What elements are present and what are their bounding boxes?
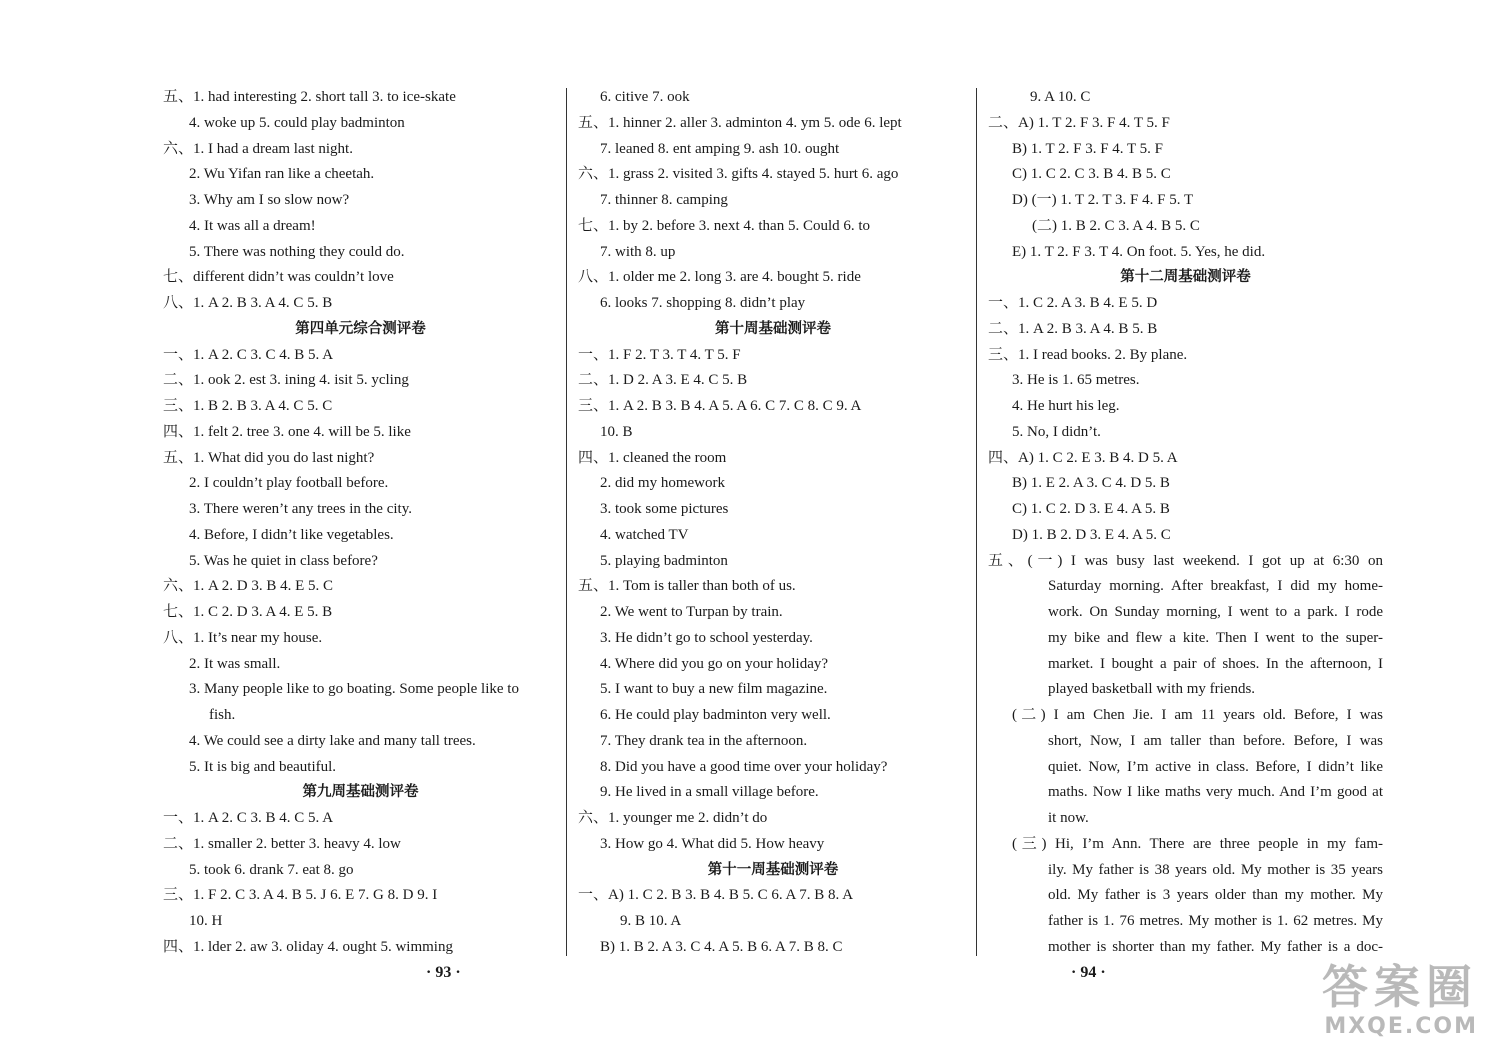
answer-line: 4. Where did you go on your holiday?	[600, 655, 829, 672]
answer-line: father is 1. 76 metres. My mother is 1. 62 metres. My	[1048, 913, 1383, 929]
column-divider	[976, 88, 977, 956]
answer-line: 二、1. smaller 2. better 3. heavy 4. low	[163, 835, 401, 852]
answer-line: (三) Hi, I’m Ann. There are three people in my fam-	[1012, 835, 1383, 852]
answer-line: 5. I want to buy a new film magazine.	[600, 681, 828, 698]
answer-line: 八、1. It’s near my house.	[163, 629, 323, 646]
answer-line: 4. Before, I didn’t like vegetables.	[189, 526, 394, 543]
section-heading: 第十一周基础测评卷	[707, 861, 839, 878]
answer-line: 五、1. hinner 2. aller 3. adminton 4. ym 5. ode 6. lept	[578, 114, 902, 131]
answer-line: short, Now, I am taller than before. Before, I was	[1048, 732, 1383, 749]
answer-line: 四、A) 1. C 2. E 3. B 4. D 5. A	[988, 449, 1178, 466]
answer-line: ily. My father is 38 years old. My mother is 35 years	[1048, 861, 1383, 878]
answer-line: 三、1. F 2. C 3. A 4. B 5. J 6. E 7. G 8. D 9. I	[163, 887, 438, 904]
answer-line: 二、1. D 2. A 3. E 4. C 5. B	[578, 372, 748, 389]
answer-line: quiet. Now, I’m active in class. Before, I didn’t like	[1048, 758, 1383, 775]
answer-line: 一、1. C 2. A 3. B 4. E 5. D	[988, 295, 1158, 311]
answer-line: 七、1. by 2. before 3. next 4. than 5. Could 6. to	[578, 217, 871, 234]
answer-line: 9. A 10. C	[1030, 89, 1091, 105]
answer-line: mother is shorter than my father. My father is a doc-	[1048, 938, 1383, 955]
answer-line: 4. watched TV	[600, 526, 689, 543]
answer-line: 四、1. cleaned the room	[578, 449, 727, 466]
answer-line: 四、1. lder 2. aw 3. oliday 4. ought 5. wimming	[163, 938, 453, 955]
answer-line: 5. It is big and beautiful.	[189, 758, 337, 775]
answer-line: 6. citive 7. ook	[600, 89, 690, 105]
answer-line: C) 1. C 2. D 3. E 4. A 5. B	[1012, 501, 1170, 517]
watermark-url: MXQE.COM	[1324, 1014, 1478, 1039]
answer-line: 七、1. C 2. D 3. A 4. E 5. B	[163, 604, 333, 620]
answer-line: 2. Wu Yifan ran like a cheetah.	[189, 166, 375, 183]
answer-line: 10. H	[189, 913, 223, 929]
answer-line: 3. Many people like to go boating. Some people like to	[189, 681, 519, 698]
answer-line: (二) I am Chen Jie. I am 11 years old. Before, I was	[1012, 707, 1383, 723]
page-number-left: · 93 ·	[426, 964, 461, 981]
answer-line: E) 1. T 2. F 3. T 4. On foot. 5. Yes, he did.	[1012, 243, 1266, 260]
answer-line: (二) 1. B 2. C 3. A 4. B 5. C	[1032, 217, 1200, 234]
answer-line: 3. He is 1. 65 metres.	[1012, 372, 1140, 389]
answer-line: 六、1. A 2. D 3. B 4. E 5. C	[163, 578, 334, 595]
answer-line: 7. with 8. up	[600, 243, 676, 260]
answer-line: 8. Did you have a good time over your holiday?	[600, 758, 888, 775]
section-heading: 第九周基础测评卷	[302, 784, 419, 801]
answer-line: 六、1. grass 2. visited 3. gifts 4. stayed 5. hurt 6. ago	[578, 166, 899, 183]
answer-line: 5. playing badminton	[600, 552, 728, 569]
answer-column-middle	[578, 85, 968, 961]
answer-line: played basketball with my friends.	[1048, 681, 1256, 698]
answer-line: 三、1. A 2. B 3. B 4. A 5. A 6. C 7. C 8. C 9. A	[578, 398, 862, 414]
answer-line: 5. Was he quiet in class before?	[189, 552, 378, 569]
answer-line: 5. No, I didn’t.	[1012, 423, 1101, 440]
section-heading: 第十二周基础测评卷	[1120, 269, 1251, 286]
answer-line: 2. did my homework	[600, 475, 725, 492]
answer-line: market. I bought a pair of shoes. In the afternoon, I	[1048, 655, 1383, 672]
watermark-title: 答案圈	[1322, 960, 1478, 1014]
answer-line: 二、1. ook 2. est 3. ining 4. isit 5. ycling	[163, 372, 409, 389]
answer-line: 6. looks 7. shopping 8. didn’t play	[600, 295, 806, 311]
answer-line: 一、1. F 2. T 3. T 4. T 5. F	[578, 346, 741, 363]
answer-line: 一、1. A 2. C 3. B 4. C 5. A	[163, 810, 334, 826]
answer-line: 3. How go 4. What did 5. How heavy	[600, 835, 825, 852]
answer-line: 五、1. had interesting 2. short tall 3. to ice-skate	[163, 89, 456, 105]
answer-line: my bike and flew a kite. Then I went to the super-	[1048, 629, 1383, 646]
answer-line: 3. He didn’t go to school yesterday.	[600, 629, 813, 646]
answer-line: 2. It was small.	[189, 655, 281, 672]
answer-line: 6. He could play badminton very well.	[600, 707, 831, 723]
answer-line: C) 1. C 2. C 3. B 4. B 5. C	[1012, 166, 1171, 183]
answer-line: 3. Why am I so slow now?	[189, 192, 350, 208]
answer-line: 7. leaned 8. ent amping 9. ash 10. ought	[600, 140, 840, 157]
answer-line: 2. I couldn’t play football before.	[189, 475, 389, 492]
answer-line: B) 1. B 2. A 3. C 4. A 5. B 6. A 7. B 8. C	[600, 938, 843, 955]
answer-line: 3. took some pictures	[600, 501, 729, 517]
answer-line: it now.	[1048, 810, 1089, 826]
section-heading: 第十周基础测评卷	[715, 320, 831, 337]
answer-line: old. My father is 3 years older than my mother. My	[1048, 887, 1383, 904]
answer-line: 二、A) 1. T 2. F 3. F 4. T 5. F	[988, 114, 1170, 131]
answer-line: 5. took 6. drank 7. eat 8. go	[189, 861, 354, 878]
answer-line: 七、different didn’t was couldn’t love	[163, 269, 394, 286]
answer-line: Saturday morning. After breakfast, I did my home-	[1048, 578, 1383, 595]
answer-line: 六、1. younger me 2. didn’t do	[578, 810, 768, 826]
answer-line: 五、(一) I was busy last weekend. I got up at 6:30 on	[988, 552, 1383, 569]
answer-line: 五、1. Tom is taller than both of us.	[578, 578, 796, 595]
answer-line: 10. B	[600, 423, 633, 440]
answer-line: 三、1. B 2. B 3. A 4. C 5. C	[163, 398, 333, 414]
answer-line: 四、1. felt 2. tree 3. one 4. will be 5. like	[163, 423, 411, 440]
answer-line: 9. B 10. A	[620, 913, 682, 929]
answer-line: D) (一) 1. T 2. T 3. F 4. F 5. T	[1012, 192, 1194, 208]
answer-line: maths. Now I like maths very much. And I’m good at	[1048, 784, 1383, 801]
answer-line: 2. We went to Turpan by train.	[600, 604, 783, 620]
answer-line: 7. thinner 8. camping	[600, 192, 728, 208]
answer-line: 三、1. I read books. 2. By plane.	[988, 346, 1188, 363]
answer-line: fish.	[209, 707, 236, 723]
answer-line: 5. There was nothing they could do.	[189, 243, 405, 260]
answer-line: 3. There weren’t any trees in the city.	[189, 501, 412, 517]
answer-line: 八、1. older me 2. long 3. are 4. bought 5. ride	[578, 269, 861, 286]
column-divider	[566, 88, 567, 956]
page-number-right: · 94 ·	[1071, 964, 1106, 981]
answer-line: 八、1. A 2. B 3. A 4. C 5. B	[163, 295, 333, 311]
answer-line: 4. woke up 5. could play badminton	[189, 114, 405, 131]
answer-line: 4. We could see a dirty lake and many tall trees.	[189, 732, 476, 749]
answer-column-left	[163, 85, 558, 961]
answer-line: D) 1. B 2. D 3. E 4. A 5. C	[1012, 526, 1171, 543]
answer-line: 9. He lived in a small village before.	[600, 784, 819, 801]
answer-line: 六、1. I had a dream last night.	[163, 140, 353, 157]
answer-line: 4. It was all a dream!	[189, 217, 316, 234]
answer-line: B) 1. E 2. A 3. C 4. D 5. B	[1012, 475, 1170, 492]
answer-line: B) 1. T 2. F 3. F 4. T 5. F	[1012, 140, 1164, 157]
answer-line: 7. They drank tea in the afternoon.	[600, 732, 808, 749]
answer-line: 一、1. A 2. C 3. C 4. B 5. A	[163, 346, 334, 363]
answer-line: 五、1. What did you do last night?	[163, 449, 375, 466]
answer-column-right	[988, 85, 1383, 961]
answer-line: work. On Sunday morning, I went to a park. I rode	[1048, 604, 1383, 620]
answer-line: 一、A) 1. C 2. B 3. B 4. B 5. C 6. A 7. B 8. A	[578, 887, 854, 904]
answer-line: 二、1. A 2. B 3. A 4. B 5. B	[988, 320, 1158, 337]
section-heading: 第四单元综合测评卷	[295, 320, 426, 337]
answer-line: 4. He hurt his leg.	[1012, 398, 1120, 414]
watermark-logo	[1322, 961, 1478, 1041]
